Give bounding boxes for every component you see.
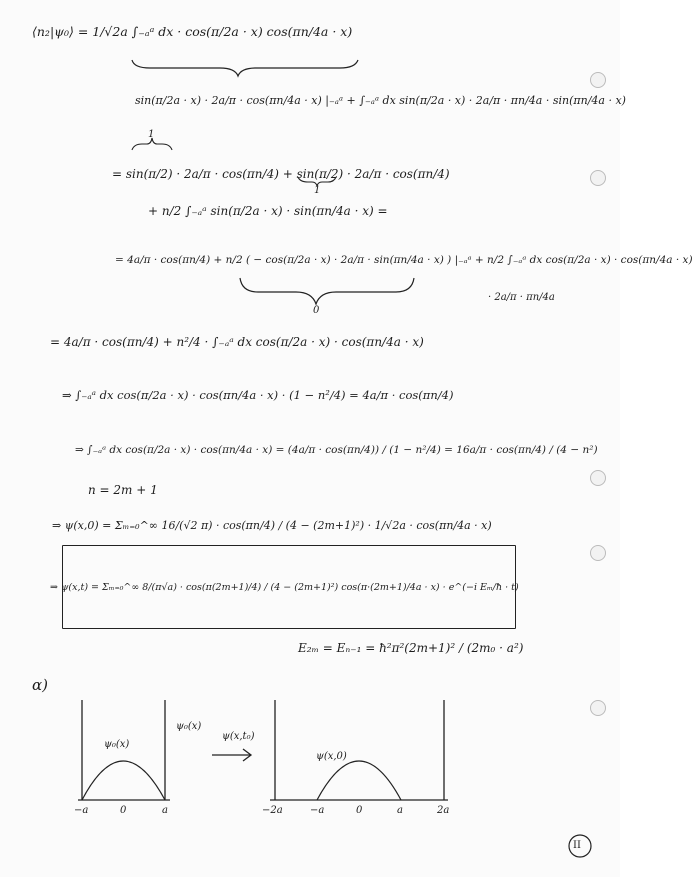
equation-line-2: sin(π/2a · x) · 2a/π · cos(πn/4a · x) |₋ₐᵃ + ∫₋ₐᵃ dx sin(π/2a · x) · 2a/π · πn/4a · sin(πn/4a · x)	[135, 94, 626, 107]
equation-line-6: = 4a/π · cos(πn/4) + n²/4 · ∫₋ₐᵃ dx cos(π/2a · x) · cos(πn/4a · x)	[50, 335, 424, 349]
arrow-label-from: ψ₀(x)	[176, 721, 202, 732]
equation-line-8: ⇒ ∫₋ₐᵃ dx cos(π/2a · x) · cos(πn/4a · x) = (4a/π · cos(πn/4)) / (1 − n²/4) = 16a/π · cos(πn/4) / (4 − n²)	[75, 444, 598, 456]
equation-line-11: ⇒ ψ(x,t) = Σₘ₌₀^∞ 8/(π√a) · cos(π(2m+1)/4) / (4 − (2m+1)²) cos(π·(2m+1)/4a · x) · e^(−i Eₘ/ħ · t)	[50, 582, 519, 593]
arrow-label-to: ψ(x,t₀)	[222, 731, 255, 742]
equation-line-10: ⇒ ψ(x,0) = Σₘ₌₀^∞ 16/(√2 π) · cos(πn/4) / (4 − (2m+1)²) · 1/√2a · cos(πn/4a · x)	[52, 519, 492, 532]
page-number: II	[573, 840, 581, 851]
energy-equation: E₂ₘ = Eₙ₋₁ = ħ²π²(2m+1)² / (2m₀ · a²)	[298, 641, 524, 655]
equation-line-3: = sin(π/2) · 2a/π · cos(πn/4) + sin(π/2) · 2a/π · cos(πn/4)	[112, 167, 450, 181]
underbrace-label-zero: 0	[313, 305, 320, 316]
graph2-tick-a: a	[397, 805, 403, 816]
underbrace-label-one: 1	[314, 185, 321, 196]
part-label: α)	[32, 676, 48, 694]
graph2-tick-neg-2a: −2a	[262, 805, 283, 816]
graph2-curve-label: ψ(x,0)	[316, 751, 347, 762]
graph1-curve-label: ψ₀(x)	[104, 739, 130, 750]
equation-line-4: + n/2 ∫₋ₐᵃ sin(π/2a · x) · sin(πn/4a · x) =	[148, 204, 388, 218]
equation-line-1: ⟨n₂|ψ₀⟩ = 1/√2a ∫₋ₐᵃ dx · cos(π/2a · x) cos(πn/4a · x)	[32, 24, 353, 39]
substitution-line: n = 2m + 1	[88, 483, 158, 497]
graph2-tick-2a: 2a	[437, 805, 450, 816]
overbrace-label-one: 1	[148, 129, 155, 140]
graph2-tick-neg-a: −a	[310, 805, 325, 816]
graph1-tick-zero: 0	[120, 805, 127, 816]
equation-line-5: = 4a/π · cos(πn/4) + n/2 ( − cos(π/2a · x) · 2a/π · sin(πn/4a · x) ) |₋ₐᵃ + n/2 ∫₋ₐᵃ dx cos(π/2a · x) · cos(πn/4a · x)	[115, 254, 693, 266]
graph2-tick-zero: 0	[356, 805, 363, 816]
graph1-tick-a: a	[162, 805, 168, 816]
equation-line-5-continuation: · 2a/π · πn/4a	[488, 292, 555, 303]
equation-line-7: ⇒ ∫₋ₐᵃ dx cos(π/2a · x) · cos(πn/4a · x) · (1 − n²/4) = 4a/π · cos(πn/4)	[62, 388, 454, 402]
graph1-tick-neg-a: −a	[74, 805, 89, 816]
